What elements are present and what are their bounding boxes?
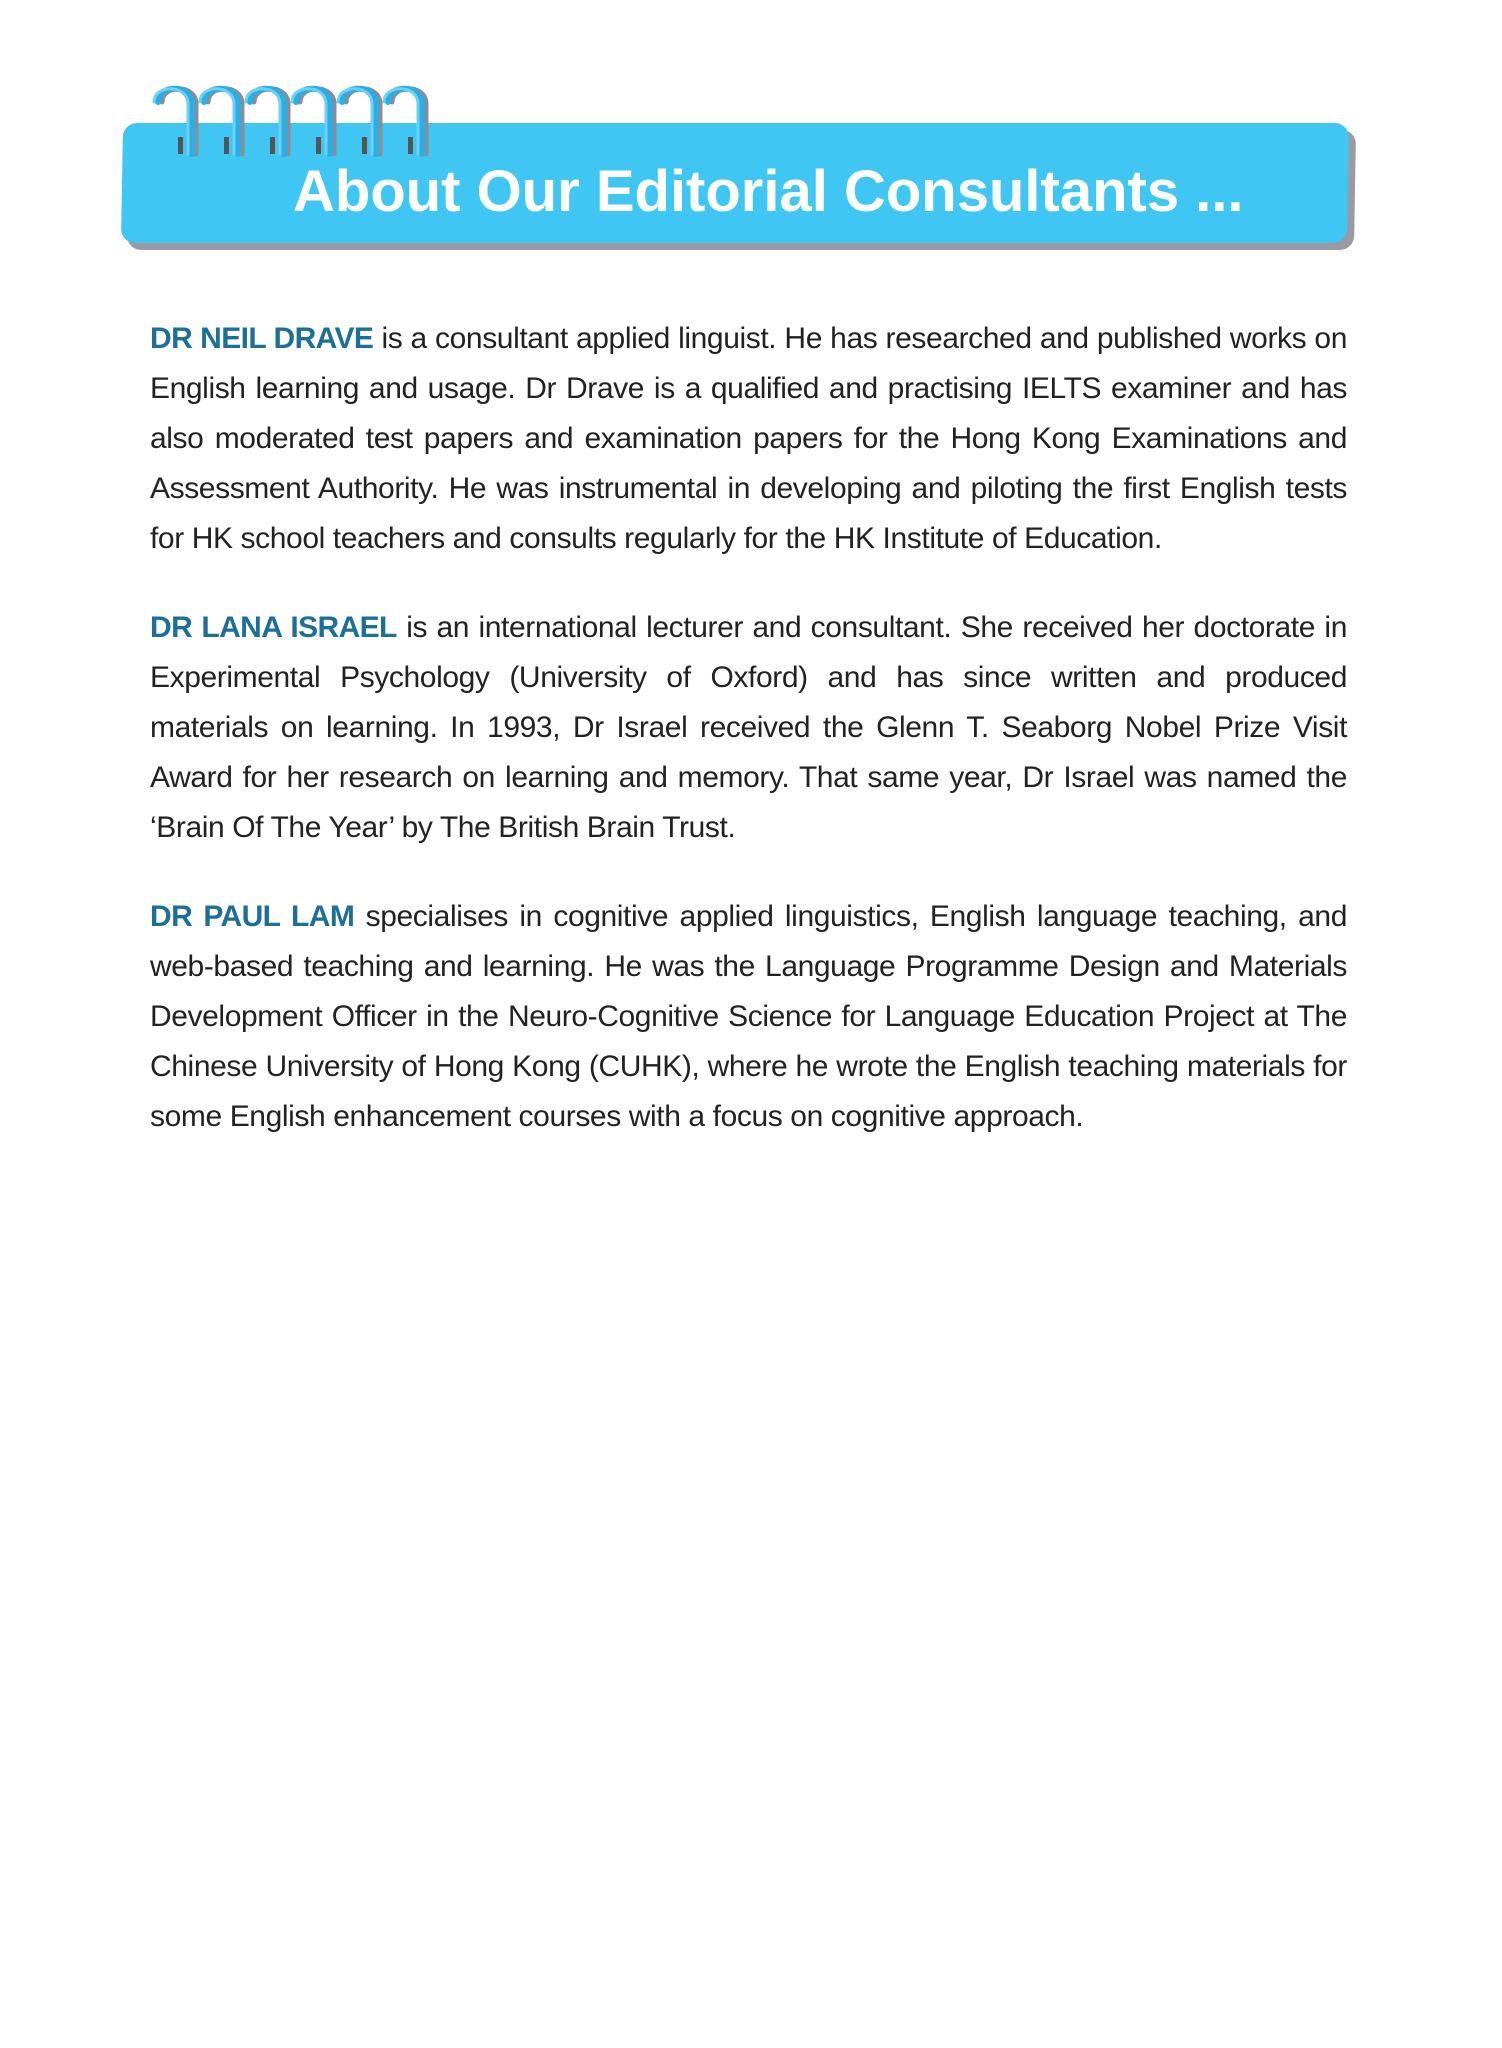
consultant-bio-1	[150, 314, 1347, 564]
page-title: About Our Editorial Consultants ...	[293, 159, 1244, 224]
spiral-binding-icon	[150, 82, 450, 162]
consultant-bio-text: specialises in cognitive applied linguistics, English language teaching, and web-based teaching and learning. He was the Language Programme Design and Materials Development Officer in the Neuro-Cognitive Science for Language Education Project at The Chinese University of Hong Kong (CUHK), where he wrote the English teaching materials for some English enhancement courses with a focus on cognitive approach.	[150, 900, 1347, 1133]
binding-ring	[338, 89, 380, 154]
binding-ring	[292, 89, 334, 154]
binding-ring	[154, 89, 196, 154]
binding-ring	[384, 89, 426, 154]
binding-ring	[200, 89, 242, 154]
consultant-bio-3	[150, 892, 1347, 1142]
consultant-bio-2	[150, 603, 1347, 853]
binding-ring	[246, 89, 288, 154]
consultants-section	[150, 314, 1347, 1181]
consultant-name: DR LANA ISRAEL	[150, 611, 397, 644]
consultant-name: DR PAUL LAM	[150, 900, 355, 933]
consultant-bio-text: is an international lecturer and consultant. She received her doctorate in Experimental Psychology (University of Oxford) and has since written and produced materials on learning. In 1993, Dr Israel received the Glenn T. Seaborg Nobel Prize Visit Award for her research on learning and memory. That same year, Dr Israel was named the ‘Brain Of The Year’ by The British Brain Trust.	[150, 611, 1347, 844]
consultant-bio-text: is a consultant applied linguist. He has researched and published works on English learning and usage. Dr Drave is a qualified and practising IELTS examiner and has also moderated test papers and examination papers for the Hong Kong Examinations and Assessment Authority. He was instrumental in developing and piloting the first English tests for HK school teachers and consults regularly for the HK Institute of Education.	[150, 322, 1347, 555]
consultant-name: DR NEIL DRAVE	[150, 322, 374, 355]
